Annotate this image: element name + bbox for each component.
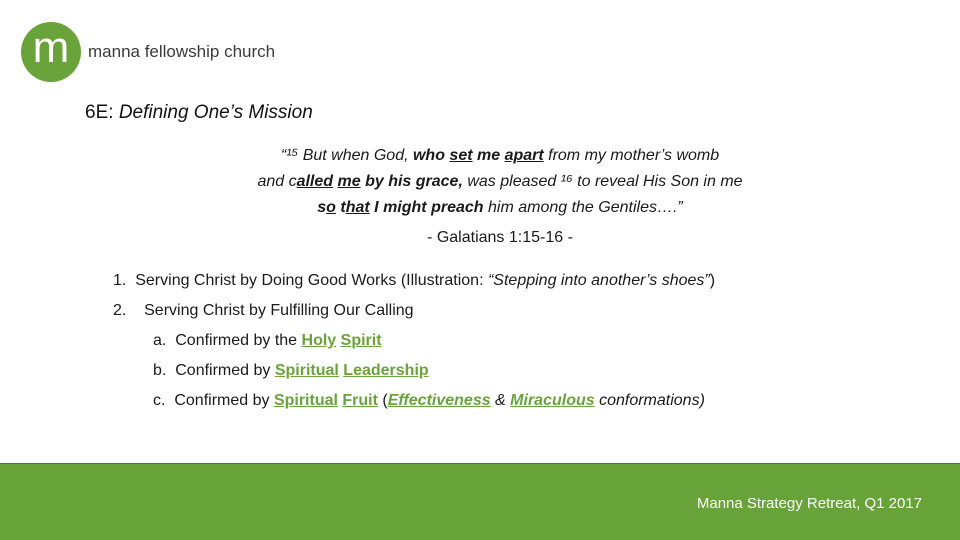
quote-fragment: s (317, 199, 327, 216)
highlight-word: Leadership (343, 362, 429, 379)
sub-list-item (113, 386, 715, 416)
sub-list-item (113, 356, 715, 386)
list-text: Confirmed by (174, 392, 274, 409)
list-text: Serving Christ by Doing Good Works (Illustration: (135, 272, 488, 289)
list-letter: c. (153, 392, 166, 409)
sub-list-item (113, 326, 715, 356)
list-text: ( (382, 392, 388, 409)
list-letter: b. (153, 362, 167, 379)
quote-fragment: me (472, 147, 505, 164)
quote-fragment: me (337, 173, 361, 190)
logo-name: manna fellowship church (88, 42, 276, 61)
footer-text: Manna Strategy Retreat, Q1 2017 (696, 495, 922, 512)
slide-title (85, 102, 313, 124)
quote-fragment: apart (504, 147, 544, 164)
list-text: ) (709, 272, 716, 289)
quote-line-3 (200, 195, 800, 221)
quote-fragment: alled (296, 173, 334, 190)
quote-fragment: hat (345, 199, 370, 216)
quote-fragment: and c (257, 173, 297, 190)
highlight-word: Spiritual (273, 392, 338, 409)
scripture-citation: - Galatians 1:15-16 - (427, 229, 573, 246)
church-logo (21, 22, 275, 82)
quote-line-2 (200, 169, 800, 195)
outline-list (113, 266, 715, 416)
list-text: Serving Christ by Fulfilling Our Calling (144, 302, 414, 319)
quote-fragment: by his grace, (360, 173, 468, 190)
quote-fragment: o (326, 199, 336, 216)
highlight-word: Fruit (342, 392, 378, 409)
list-text: & (490, 392, 511, 409)
list-number: 1. (113, 272, 127, 289)
quote-fragment: him among the Gentiles….” (487, 199, 683, 216)
quote-fragment: from my mother’s womb (543, 147, 720, 164)
list-letter: a. (153, 332, 167, 349)
quote-fragment: t (335, 199, 346, 216)
title-text: Defining One’s Mission (118, 102, 313, 123)
scripture-quote (200, 143, 800, 221)
highlight-word: Spiritual (274, 362, 339, 379)
quote-fragment: I might preach (369, 199, 488, 216)
highlight-word: Holy (301, 332, 337, 349)
list-item (113, 266, 715, 296)
illustration-quote: “Stepping into another’s shoes” (487, 272, 710, 289)
title-prefix: 6E: (85, 102, 114, 123)
list-text: conformations) (594, 392, 705, 409)
list-text: Confirmed by the (175, 332, 302, 349)
quote-fragment: set (449, 147, 473, 164)
footer-bar (0, 463, 960, 540)
list-text: Confirmed by (175, 362, 275, 379)
highlight-word: Miraculous (510, 392, 595, 409)
list-number: 2. (113, 302, 127, 319)
logo-mark: m (21, 22, 81, 82)
highlight-word: Effectiveness (387, 392, 491, 409)
quote-fragment: who (412, 147, 450, 164)
list-item (113, 296, 715, 326)
quote-fragment: “¹⁵ But when God, (280, 147, 413, 164)
highlight-word: Spirit (340, 332, 382, 349)
quote-fragment: was pleased ¹⁶ to reveal His Son in me (467, 173, 743, 190)
quote-line-1 (200, 143, 800, 169)
